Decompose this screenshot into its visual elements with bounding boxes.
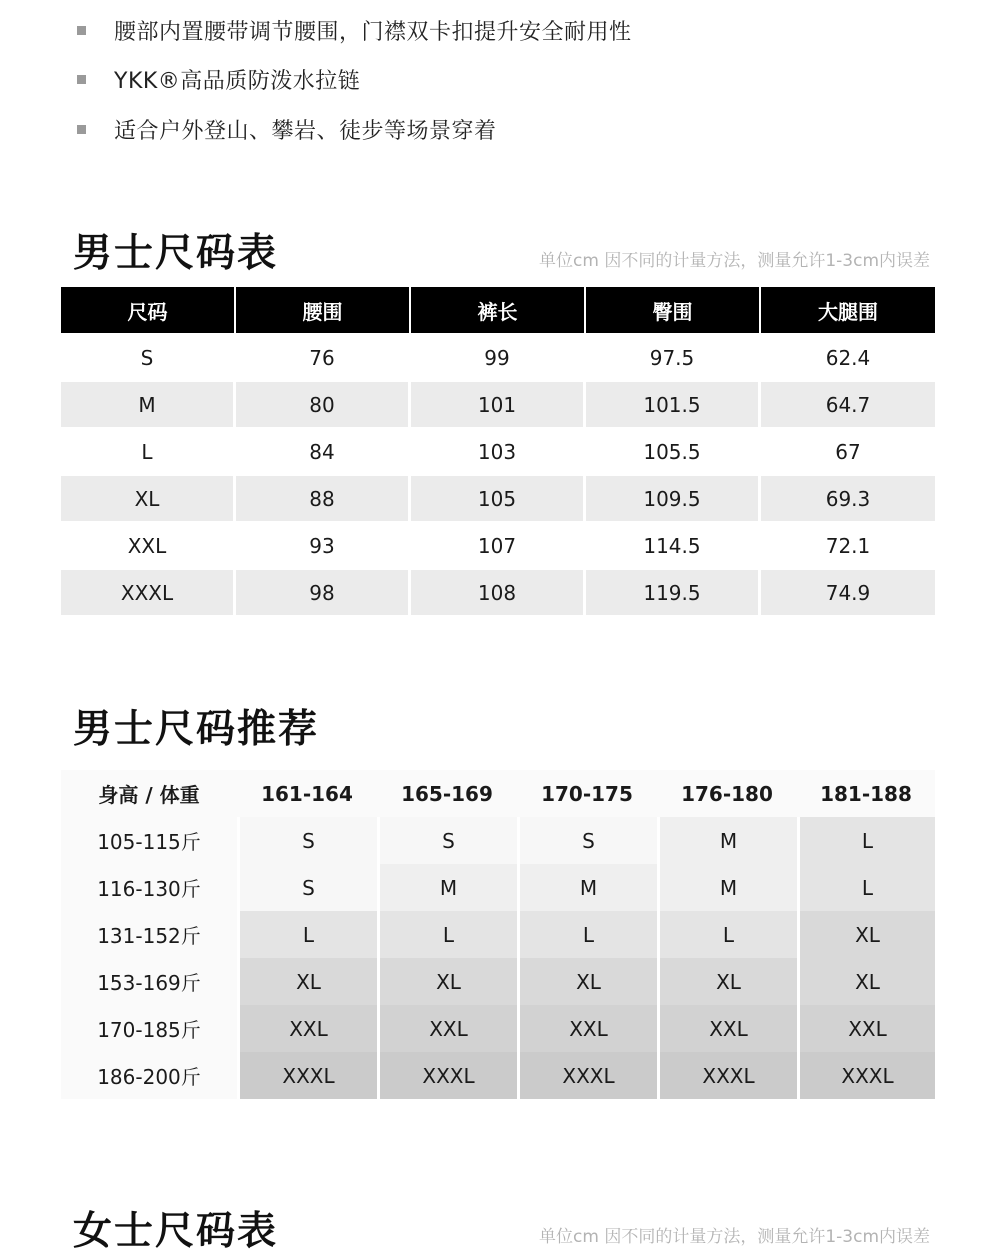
recommended-size-cell: XXXL — [517, 1052, 657, 1099]
height-range-header: 165-169 — [401, 781, 493, 806]
recommended-size-cell: XXL — [797, 1005, 935, 1052]
feature-item — [77, 64, 360, 94]
recommended-size-cell: XL — [237, 958, 377, 1005]
recommended-size-cell: L — [237, 911, 377, 958]
recommended-size-cell: M — [517, 864, 657, 911]
column-header-thigh: 大腿围 — [761, 287, 935, 333]
height-range-header: 181-188 — [820, 781, 912, 806]
square-bullet-icon — [77, 125, 86, 134]
weight-range-label: 153-169斤 — [61, 958, 237, 1005]
recommended-size-cell: XL — [657, 958, 797, 1005]
womens-size-chart-title: 女士尺码表 — [73, 1209, 279, 1254]
weight-range-label: 116-130斤 — [61, 864, 237, 911]
recommendation-row — [61, 1005, 935, 1052]
recommended-size-cell: L — [657, 911, 797, 958]
column-header-hip: 臀围 — [586, 287, 761, 333]
table-row — [61, 333, 935, 380]
recommendation-row — [61, 864, 935, 911]
table-cell: 84 — [236, 427, 411, 474]
table-row — [61, 568, 935, 615]
recommended-size-cell: XXL — [657, 1005, 797, 1052]
table-cell: 97.5 — [586, 333, 761, 380]
mens-recommendation-title: 男士尺码推荐 — [73, 707, 320, 752]
square-bullet-icon — [77, 26, 86, 35]
weight-range-label: 105-115斤 — [61, 817, 237, 864]
table-cell: 103 — [411, 427, 586, 474]
table-cell: 80 — [236, 380, 411, 427]
weight-range-label: 186-200斤 — [61, 1052, 237, 1099]
recommended-size-cell: XXXL — [657, 1052, 797, 1099]
table-cell: 69.3 — [761, 474, 935, 521]
table-cell: 88 — [236, 474, 411, 521]
table-cell: 67 — [761, 427, 935, 474]
table-cell: 107 — [411, 521, 586, 568]
recommended-size-cell: XXXL — [237, 1052, 377, 1099]
table-cell: XXL — [61, 521, 236, 568]
height-range-header: 176-180 — [681, 781, 773, 806]
table-cell: 76 — [236, 333, 411, 380]
table-cell: M — [61, 380, 236, 427]
recommended-size-cell: L — [517, 911, 657, 958]
table-header-row — [61, 287, 935, 333]
table-cell: 109.5 — [586, 474, 761, 521]
feature-text: 腰部内置腰带调节腰围，门襟双卡扣提升安全耐用性 — [114, 19, 632, 45]
weight-range-label: 170-185斤 — [61, 1005, 237, 1052]
recommended-size-cell: XL — [797, 911, 935, 958]
recommended-size-cell: XXXL — [377, 1052, 517, 1099]
mens-size-chart-title: 男士尺码表 — [73, 231, 279, 276]
recommended-size-cell: S — [377, 817, 517, 864]
recommendation-row — [61, 911, 935, 958]
height-range-header: 170-175 — [541, 781, 633, 806]
table-cell: XL — [61, 474, 236, 521]
table-cell: 105 — [411, 474, 586, 521]
recommended-size-cell: XXL — [377, 1005, 517, 1052]
column-header-length: 裤长 — [411, 287, 586, 333]
table-cell: 72.1 — [761, 521, 935, 568]
weight-range-label: 131-152斤 — [61, 911, 237, 958]
table-cell: 119.5 — [586, 568, 761, 615]
recommended-size-cell: XL — [797, 958, 935, 1005]
table-cell: 108 — [411, 568, 586, 615]
table-cell: L — [61, 427, 236, 474]
recommendation-header-row — [61, 770, 935, 817]
recommended-size-cell: XL — [377, 958, 517, 1005]
table-cell: 101.5 — [586, 380, 761, 427]
table-cell: 105.5 — [586, 427, 761, 474]
measurement-note: 单位cm 因不同的计量方法，测量允许1-3cm内误差 — [539, 1227, 930, 1247]
recommended-size-cell: XXL — [517, 1005, 657, 1052]
table-row — [61, 474, 935, 521]
column-header-size: 尺码 — [61, 287, 236, 333]
recommendation-row — [61, 817, 935, 864]
recommended-size-cell: L — [797, 864, 935, 911]
recommendation-row — [61, 958, 935, 1005]
corner-header: 身高 / 体重 — [98, 783, 200, 807]
recommended-size-cell: XXXL — [797, 1052, 935, 1099]
recommended-size-cell: XL — [517, 958, 657, 1005]
height-range-header: 161-164 — [261, 781, 353, 806]
table-cell: S — [61, 333, 236, 380]
recommended-size-cell: XXL — [237, 1005, 377, 1052]
table-row — [61, 427, 935, 474]
table-cell: 74.9 — [761, 568, 935, 615]
feature-text: 适合户外登山、攀岩、徒步等场景穿着 — [114, 118, 497, 144]
table-cell: XXXL — [61, 568, 236, 615]
table-cell: 99 — [411, 333, 586, 380]
measurement-note: 单位cm 因不同的计量方法，测量允许1-3cm内误差 — [539, 251, 930, 271]
square-bullet-icon — [77, 75, 86, 84]
table-row — [61, 521, 935, 568]
mens-recommendation-grid — [61, 770, 935, 1099]
mens-size-table — [61, 287, 935, 615]
recommended-size-cell: S — [517, 817, 657, 864]
recommended-size-cell: L — [377, 911, 517, 958]
table-cell: 93 — [236, 521, 411, 568]
recommended-size-cell: S — [237, 817, 377, 864]
recommendation-row — [61, 1052, 935, 1099]
recommended-size-cell: S — [237, 864, 377, 911]
feature-text: YKK®高品质防泼水拉链 — [114, 68, 361, 94]
recommended-size-cell: L — [797, 817, 935, 864]
table-cell: 101 — [411, 380, 586, 427]
table-cell: 114.5 — [586, 521, 761, 568]
recommended-size-cell: M — [377, 864, 517, 911]
table-cell: 62.4 — [761, 333, 935, 380]
feature-item — [77, 114, 497, 144]
recommended-size-cell: M — [657, 864, 797, 911]
table-cell: 64.7 — [761, 380, 935, 427]
table-cell: 98 — [236, 568, 411, 615]
column-header-waist: 腰围 — [236, 287, 411, 333]
recommended-size-cell: M — [657, 817, 797, 864]
table-row — [61, 380, 935, 427]
feature-item — [77, 15, 632, 45]
